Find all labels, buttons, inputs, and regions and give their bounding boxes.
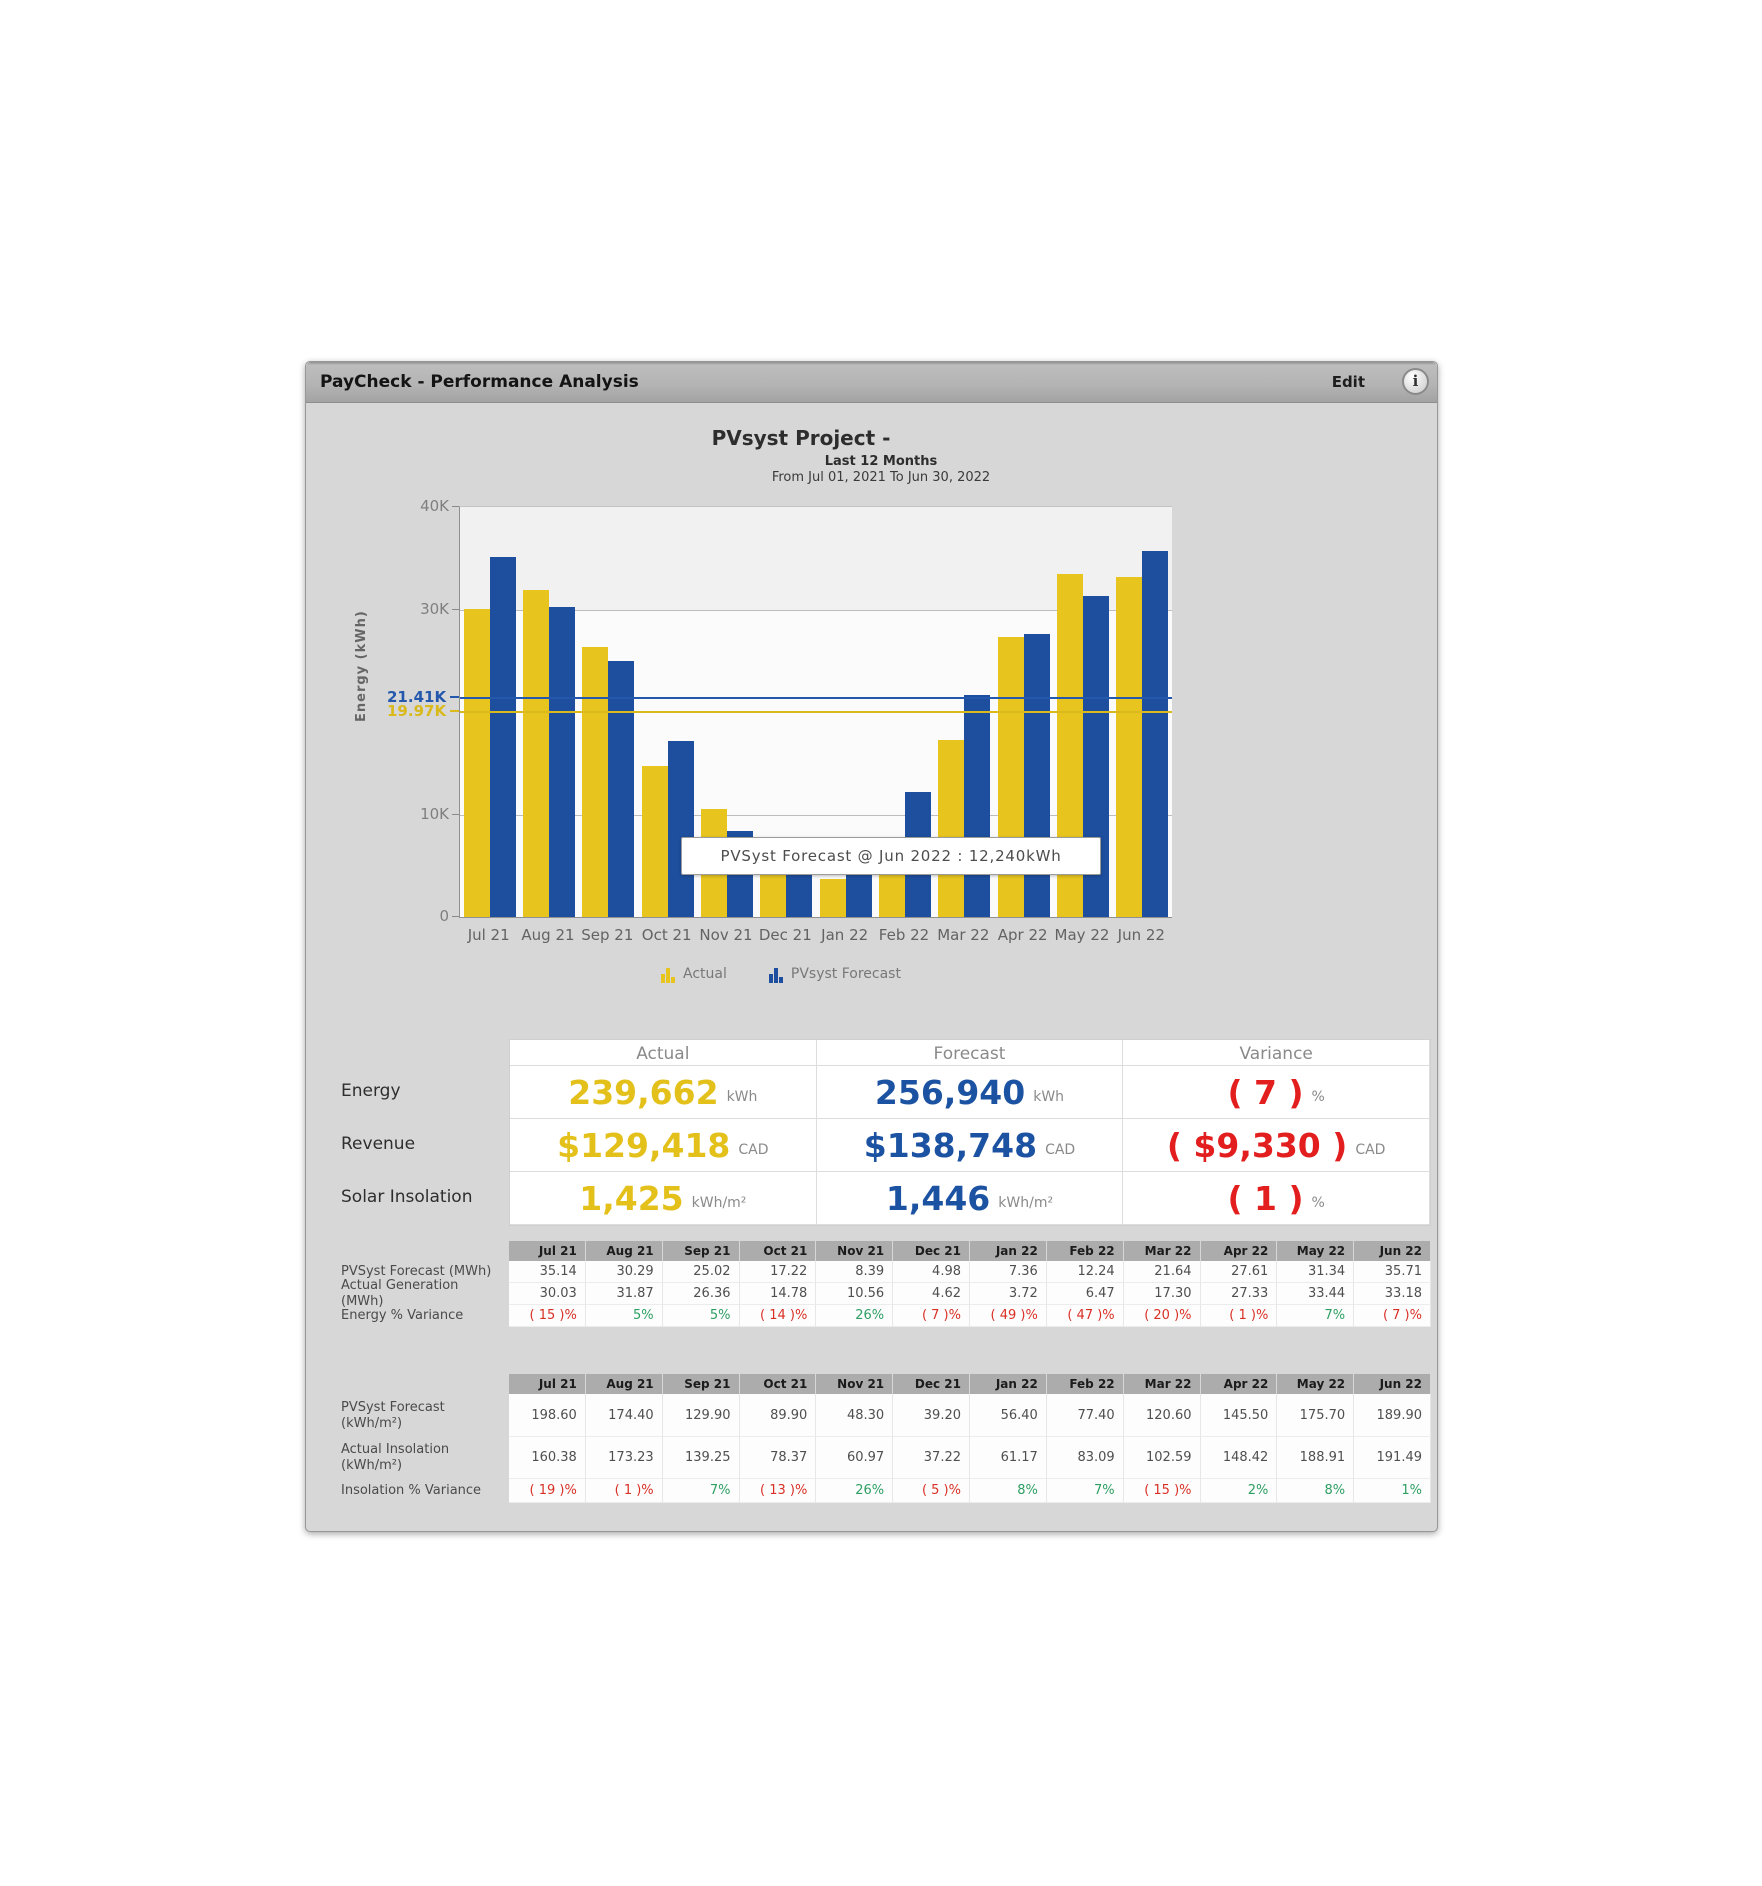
- summary-actual-unit: kWh: [726, 1089, 758, 1105]
- table-cell: 31.34: [1277, 1261, 1354, 1283]
- bar-actual-Jul-21[interactable]: [464, 609, 490, 917]
- summary-header-variance: Variance: [1123, 1040, 1430, 1066]
- table-cell: ( 47 )%: [1047, 1305, 1124, 1327]
- x-axis-label-Jul-21: Jul 21: [467, 926, 510, 944]
- table-cell: 139.25: [663, 1437, 740, 1479]
- table-row-label: PVSyst Forecast (kWh/m²): [341, 1399, 445, 1431]
- chart-title: PVsyst Project -: [711, 426, 891, 450]
- energy-monthly-table: [509, 1241, 1431, 1327]
- y-tick-10K: 10K: [420, 804, 449, 823]
- summary-variance-unit: %: [1311, 1195, 1325, 1211]
- table-cell: ( 1 )%: [1201, 1305, 1278, 1327]
- table-cell: 17.22: [740, 1261, 817, 1283]
- table-cell: 33.18: [1354, 1283, 1431, 1305]
- month-header-Sep-21: Sep 21: [663, 1241, 740, 1261]
- reference-line-19.97K: [460, 711, 1172, 713]
- table-cell: 61.17: [970, 1437, 1047, 1479]
- x-axis-label-Feb-22: Feb 22: [878, 926, 930, 944]
- month-header-May-22: May 22: [1277, 1374, 1354, 1394]
- table-cell: 30.03: [509, 1283, 586, 1305]
- paycheck-panel: [305, 361, 1438, 1532]
- bar-actual-Jan-22[interactable]: [820, 879, 846, 917]
- table-row-label: Actual Insolation (kWh/m²): [341, 1442, 450, 1473]
- table-cell: 8%: [970, 1479, 1047, 1503]
- summary-actual-value: 239,662: [568, 1072, 719, 1112]
- table-cell: 35.71: [1354, 1261, 1431, 1283]
- table-cell: 7%: [1277, 1305, 1354, 1327]
- month-header-Dec-21: Dec 21: [893, 1241, 970, 1261]
- bar-actual-Sep-21[interactable]: [582, 647, 608, 917]
- legend-bar: [779, 977, 783, 983]
- table-cell: 26.36: [663, 1283, 740, 1305]
- table-cell: 8.39: [816, 1261, 893, 1283]
- table-cell: 189.90: [1354, 1394, 1431, 1437]
- chart-date-range: From Jul 01, 2021 To Jun 30, 2022: [771, 470, 991, 485]
- table-cell: ( 49 )%: [970, 1305, 1047, 1327]
- table-cell: ( 13 )%: [740, 1479, 817, 1503]
- table-cell: 48.30: [816, 1394, 893, 1437]
- table-cell: ( 14 )%: [740, 1305, 817, 1327]
- summary-actual-value: $129,418: [557, 1125, 731, 1165]
- table-cell: 25.02: [663, 1261, 740, 1283]
- summary-variance-value: ( 1 ): [1227, 1178, 1304, 1218]
- month-header-Jan-22: Jan 22: [970, 1374, 1047, 1394]
- month-header-Nov-21: Nov 21: [816, 1374, 893, 1394]
- summary-variance-unit: %: [1311, 1089, 1325, 1105]
- summary-forecast-unit: kWh: [1033, 1089, 1065, 1105]
- table-cell: 60.97: [816, 1437, 893, 1479]
- reference-line-21.41K: [460, 697, 1172, 699]
- table-cell: ( 7 )%: [1354, 1305, 1431, 1327]
- x-axis-label-Apr-22: Apr 22: [997, 926, 1048, 944]
- table-cell: 5%: [586, 1305, 663, 1327]
- table-cell: 56.40: [970, 1394, 1047, 1437]
- table-cell: ( 19 )%: [509, 1479, 586, 1503]
- bar-forecast-Aug-21[interactable]: [549, 607, 575, 917]
- info-icon[interactable]: i: [1402, 368, 1429, 395]
- insolation-monthly-table: [509, 1374, 1431, 1503]
- table-cell: 3.72: [970, 1283, 1047, 1305]
- month-header-Sep-21: Sep 21: [663, 1374, 740, 1394]
- legend-item-actual[interactable]: [661, 966, 727, 983]
- table-cell: 5%: [663, 1305, 740, 1327]
- summary-variance-value: ( $9,330 ): [1166, 1125, 1348, 1165]
- summary-forecast-unit: kWh/m²: [998, 1195, 1054, 1211]
- y-tick-30K: 30K: [420, 599, 449, 618]
- table-cell: 148.42: [1201, 1437, 1278, 1479]
- table-cell: 21.64: [1124, 1261, 1201, 1283]
- x-axis-label-Jan-22: Jan 22: [821, 926, 869, 944]
- legend-label: PVsyst Forecast: [790, 966, 901, 982]
- table-cell: 6.47: [1047, 1283, 1124, 1305]
- legend-label: Actual: [683, 966, 727, 982]
- legend-item-pvsyst-forecast[interactable]: [769, 966, 901, 983]
- reference-tick-mark: [450, 696, 459, 698]
- summary-variance-value: ( 7 ): [1227, 1072, 1304, 1112]
- window-title: PayCheck - Performance Analysis: [320, 372, 639, 392]
- y-tick-mark: [452, 916, 459, 917]
- table-cell: 30.29: [586, 1261, 663, 1283]
- month-header-Jan-22: Jan 22: [970, 1241, 1047, 1261]
- table-cell: 27.61: [1201, 1261, 1278, 1283]
- month-header-Oct-21: Oct 21: [740, 1374, 817, 1394]
- x-axis-label-Nov-21: Nov 21: [699, 926, 753, 944]
- table-cell: ( 1 )%: [586, 1479, 663, 1503]
- month-header-Jul-21: Jul 21: [509, 1374, 586, 1394]
- table-cell: 89.90: [740, 1394, 817, 1437]
- x-axis-label-Sep-21: Sep 21: [581, 926, 634, 944]
- table-row-label: Actual Generation (MWh): [341, 1278, 459, 1309]
- y-tick-0: 0: [439, 907, 449, 925]
- legend-bar: [769, 974, 773, 983]
- month-header-Jun-22: Jun 22: [1354, 1374, 1431, 1394]
- table-cell: 26%: [816, 1305, 893, 1327]
- table-cell: 7%: [663, 1479, 740, 1503]
- legend-bars-icon: [661, 967, 675, 983]
- table-cell: 7.36: [970, 1261, 1047, 1283]
- summary-forecast-value: $138,748: [863, 1125, 1038, 1165]
- table-cell: 2%: [1201, 1479, 1278, 1503]
- table-cell: 145.50: [1201, 1394, 1278, 1437]
- summary-variance-unit: CAD: [1355, 1142, 1386, 1158]
- table-cell: 10.56: [816, 1283, 893, 1305]
- table-cell: 160.38: [509, 1437, 586, 1479]
- bar-forecast-Sep-21[interactable]: [608, 661, 634, 917]
- summary-header-actual: Actual: [510, 1040, 817, 1066]
- summary-row-label: Revenue: [341, 1134, 416, 1154]
- summary-row-label: Solar Insolation: [341, 1187, 473, 1207]
- table-cell: 198.60: [509, 1394, 586, 1437]
- summary-row-label: Energy: [341, 1081, 401, 1101]
- summary-variance-cell: [1123, 1066, 1430, 1119]
- table-cell: 83.09: [1047, 1437, 1124, 1479]
- table-row-label: Energy % Variance: [341, 1308, 464, 1323]
- bar-actual-Dec-21[interactable]: [760, 870, 786, 917]
- table-cell: 4.62: [893, 1283, 970, 1305]
- x-axis-label-Aug-21: Aug 21: [521, 926, 575, 944]
- summary-forecast-unit: CAD: [1045, 1142, 1076, 1158]
- table-cell: 1%: [1354, 1479, 1431, 1503]
- reference-label-19.97K: 19.97K: [387, 702, 447, 721]
- table-cell: 14.78: [740, 1283, 817, 1305]
- table-cell: 35.14: [509, 1261, 586, 1283]
- table-cell: 120.60: [1124, 1394, 1201, 1437]
- legend-bar: [661, 974, 665, 983]
- table-cell: 37.22: [893, 1437, 970, 1479]
- month-header-Aug-21: Aug 21: [586, 1374, 663, 1394]
- table-cell: ( 5 )%: [893, 1479, 970, 1503]
- x-axis-label-Jun-22: Jun 22: [1117, 926, 1165, 944]
- y-tick-mark: [452, 506, 459, 507]
- month-header-Mar-22: Mar 22: [1124, 1241, 1201, 1261]
- table-cell: 175.70: [1277, 1394, 1354, 1437]
- month-header-Dec-21: Dec 21: [893, 1374, 970, 1394]
- edit-button[interactable]: Edit: [1331, 373, 1365, 391]
- bar-forecast-Jul-21[interactable]: [490, 557, 516, 917]
- y-tick-mark: [452, 609, 459, 610]
- summary-actual-value: 1,425: [579, 1178, 684, 1218]
- x-axis-label-Mar-22: Mar 22: [937, 926, 990, 944]
- table-cell: ( 15 )%: [509, 1305, 586, 1327]
- table-cell: 8%: [1277, 1479, 1354, 1503]
- month-header-Feb-22: Feb 22: [1047, 1374, 1124, 1394]
- legend-bar: [666, 968, 670, 983]
- bar-actual-Aug-21[interactable]: [523, 590, 549, 917]
- table-cell: 31.87: [586, 1283, 663, 1305]
- bar-forecast-Mar-22[interactable]: [964, 695, 990, 917]
- x-axis-label-Oct-21: Oct 21: [641, 926, 692, 944]
- chart-legend: [376, 966, 1186, 983]
- summary-actual-cell: [510, 1119, 817, 1172]
- chart-tooltip: PVSyst Forecast @ Jun 2022 : 12,240kWh: [681, 837, 1101, 875]
- x-axis-label-Dec-21: Dec 21: [758, 926, 812, 944]
- month-header-Nov-21: Nov 21: [816, 1241, 893, 1261]
- summary-actual-cell: [510, 1172, 817, 1225]
- month-header-Feb-22: Feb 22: [1047, 1241, 1124, 1261]
- summary-actual-unit: kWh/m²: [691, 1195, 747, 1211]
- table-cell: 39.20: [893, 1394, 970, 1437]
- month-header-Apr-22: Apr 22: [1201, 1241, 1278, 1261]
- summary-forecast-cell: [817, 1119, 1124, 1172]
- y-axis-title: Energy (kWh): [354, 610, 369, 722]
- month-header-Oct-21: Oct 21: [740, 1241, 817, 1261]
- month-header-Mar-22: Mar 22: [1124, 1374, 1201, 1394]
- month-header-Jul-21: Jul 21: [509, 1241, 586, 1261]
- table-cell: ( 20 )%: [1124, 1305, 1201, 1327]
- table-cell: 26%: [816, 1479, 893, 1503]
- month-header-Aug-21: Aug 21: [586, 1241, 663, 1261]
- title-bar: [306, 362, 1437, 403]
- x-axis-label-May-22: May 22: [1054, 926, 1110, 944]
- table-row-label: PVSyst Forecast (MWh): [341, 1264, 492, 1279]
- summary-table: [509, 1039, 1431, 1226]
- table-cell: 173.23: [586, 1437, 663, 1479]
- table-cell: 12.24: [1047, 1261, 1124, 1283]
- month-header-Jun-22: Jun 22: [1354, 1241, 1431, 1261]
- table-cell: 17.30: [1124, 1283, 1201, 1305]
- table-cell: 78.37: [740, 1437, 817, 1479]
- summary-forecast-cell: [817, 1066, 1124, 1119]
- table-cell: 77.40: [1047, 1394, 1124, 1437]
- reference-tick-mark: [450, 710, 459, 712]
- table-cell: ( 15 )%: [1124, 1479, 1201, 1503]
- summary-actual-cell: [510, 1066, 817, 1119]
- summary-forecast-value: 256,940: [874, 1072, 1026, 1112]
- reference-label-21.41K: 21.41K: [387, 687, 447, 706]
- summary-variance-cell: [1123, 1172, 1430, 1225]
- bar-chart: [387, 497, 1171, 966]
- legend-bar: [774, 968, 778, 983]
- summary-forecast-value: 1,446: [885, 1178, 991, 1218]
- legend-bars-icon: [769, 967, 783, 983]
- table-cell: 188.91: [1277, 1437, 1354, 1479]
- table-cell: 102.59: [1124, 1437, 1201, 1479]
- summary-actual-unit: CAD: [738, 1142, 769, 1158]
- summary-forecast-cell: [817, 1172, 1124, 1225]
- table-cell: 129.90: [663, 1394, 740, 1437]
- y-tick-mark: [452, 814, 459, 815]
- summary-header-forecast: Forecast: [817, 1040, 1124, 1066]
- bar-actual-Mar-22[interactable]: [938, 740, 964, 917]
- table-cell: 191.49: [1354, 1437, 1431, 1479]
- y-tick-40K: 40K: [420, 497, 449, 515]
- table-row-label: Insolation % Variance: [341, 1483, 482, 1498]
- bar-actual-Jun-22[interactable]: [1116, 577, 1142, 917]
- table-cell: 4.98: [893, 1261, 970, 1283]
- summary-variance-cell: [1123, 1119, 1430, 1172]
- table-cell: 174.40: [586, 1394, 663, 1437]
- table-cell: 27.33: [1201, 1283, 1278, 1305]
- bar-forecast-Jun-22[interactable]: [1142, 551, 1168, 917]
- legend-bar: [671, 977, 675, 983]
- table-cell: 33.44: [1277, 1283, 1354, 1305]
- table-cell: 7%: [1047, 1479, 1124, 1503]
- table-cell: ( 7 )%: [893, 1305, 970, 1327]
- month-header-Apr-22: Apr 22: [1201, 1374, 1278, 1394]
- month-header-May-22: May 22: [1277, 1241, 1354, 1261]
- chart-subtitle: Last 12 Months: [824, 454, 938, 469]
- bar-forecast-Oct-21[interactable]: [668, 741, 694, 918]
- bar-actual-Oct-21[interactable]: [642, 766, 668, 917]
